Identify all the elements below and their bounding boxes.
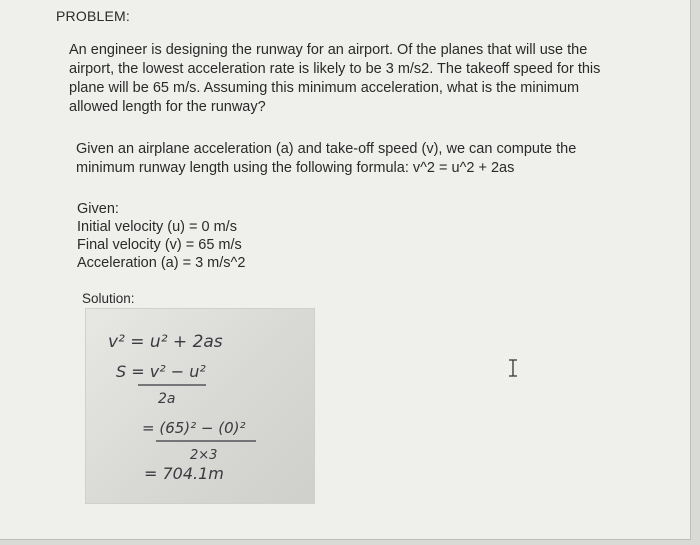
text-cursor-icon	[508, 359, 518, 377]
given-line: Acceleration (a) = 3 m/s^2	[77, 255, 246, 271]
given-line: Initial velocity (u) = 0 m/s	[77, 219, 237, 235]
handwritten-line: = (65)² − (0)²	[142, 419, 246, 437]
given-label: Given:	[77, 201, 119, 217]
problem-heading: PROBLEM:	[56, 8, 130, 24]
given-block	[77, 200, 377, 272]
handwritten-solution-image	[86, 309, 314, 503]
given-line: Final velocity (v) = 65 m/s	[77, 237, 242, 253]
handwritten-line: 2a	[158, 391, 176, 407]
formula-intro: Given an airplane acceleration (a) and take-off speed (v), we can compute the minimum runway length using the following formula: v^2 = u^2 + 2as	[76, 141, 577, 176]
solution-label: Solution:	[82, 291, 135, 306]
handwritten-line: v² = u² + 2as	[108, 332, 223, 352]
problem-text: An engineer is designing the runway for an airport. Of the planes that will use the airport, the lowest acceleration rate is likely to be 3 m/s2. The takeoff speed for this plane will be 65 m/s. Assuming this minimum acceleration, what is the minimum allowed length for the runway?	[69, 42, 601, 115]
handwritten-line: S = v² − u²	[116, 362, 206, 381]
handwritten-line: 2×3	[190, 448, 218, 463]
handwritten-line: = 704.1m	[144, 464, 224, 483]
